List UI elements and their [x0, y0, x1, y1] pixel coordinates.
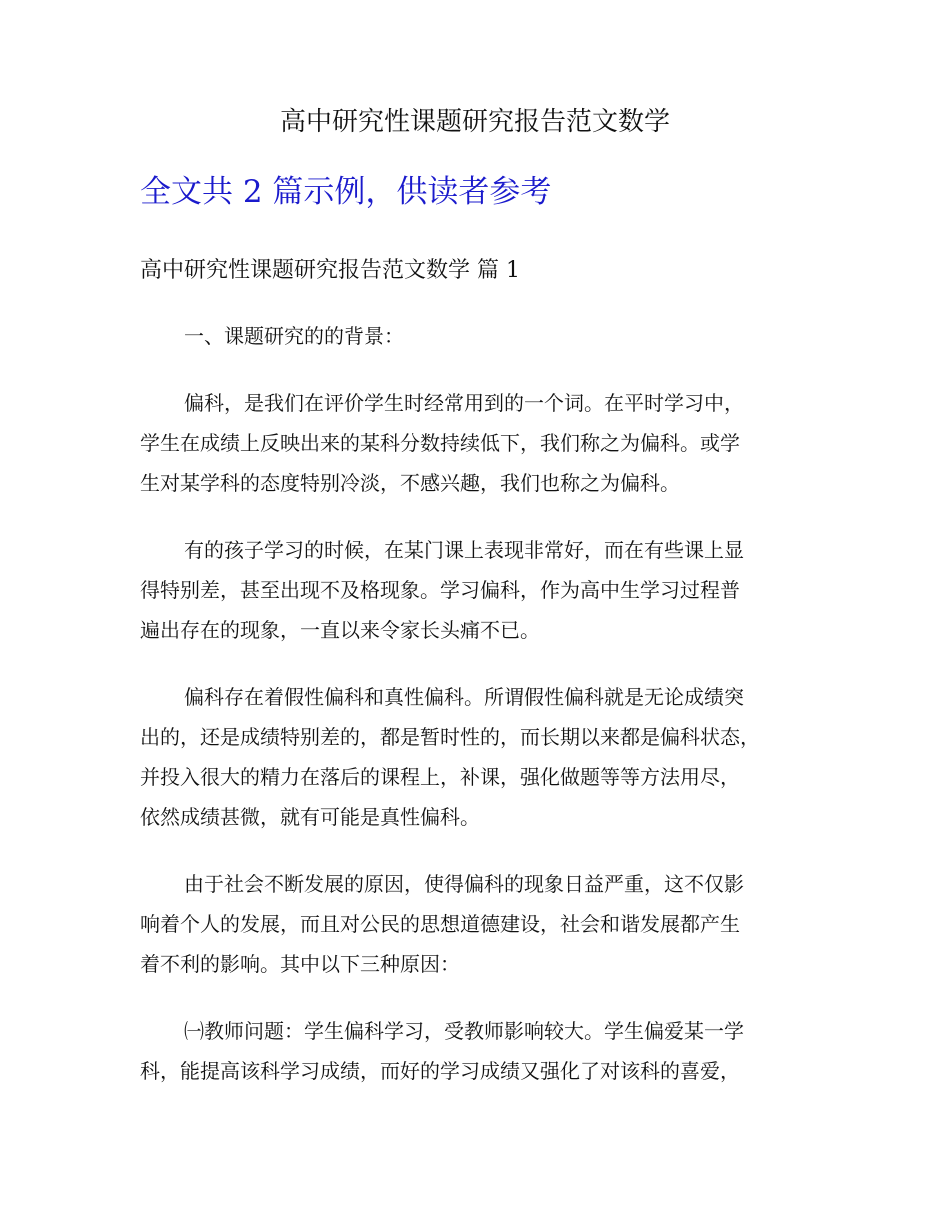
paragraph-line: 科，能提高该科学习成绩，而好的学习成绩又强化了对该科的喜爱， — [140, 1059, 740, 1083]
paragraph-line: 着不利的影响。其中以下三种原因： — [140, 952, 460, 976]
paragraph-line: 由于社会不断发展的原因，使得偏科的现象日益严重，这不仅影 — [184, 872, 744, 896]
paragraph-line: ㈠教师问题：学生偏科学习，受教师影响较大。学生偏爱某一学 — [184, 1019, 744, 1043]
paragraph — [140, 864, 840, 984]
paragraph-line: 学生在成绩上反映出来的某科分数持续低下，我们称之为偏科。或学 — [140, 431, 740, 455]
paragraph-line: 得特别差，甚至出现不及格现象。学习偏科，作为高中生学习过程普 — [140, 578, 740, 602]
paragraph-line: 偏科，是我们在评价学生时经常用到的一个词。在平时学习中， — [184, 391, 744, 415]
paragraph-line: 有的孩子学习的时候，在某门课上表现非常好，而在有些课上显 — [184, 538, 744, 562]
paragraph-line: 出的，还是成绩特别差的，都是暂时性的，而长期以来都是偏科状态， — [140, 725, 760, 749]
paragraph — [140, 1011, 840, 1091]
paragraph-background-heading — [140, 316, 840, 356]
paragraph-line: 偏科存在着假性偏科和真性偏科。所谓假性偏科就是无论成绩突 — [184, 685, 744, 709]
paragraph-line: 一、课题研究的的背景： — [184, 324, 404, 348]
paragraph-line: 响着个人的发展，而且对公民的思想道德建设，社会和谐发展都产生 — [140, 912, 740, 936]
section-heading: 高中研究性课题研究报告范文数学 篇 1 — [140, 258, 520, 283]
paragraph — [140, 530, 840, 650]
paragraph — [140, 677, 840, 837]
paragraph-line: 生对某学科的态度特别冷淡，不感兴趣，我们也称之为偏科。 — [140, 471, 680, 495]
document-title: 高中研究性课题研究报告范文数学 — [279, 107, 670, 137]
paragraph-line: 遍出存在的现象，一直以来令家长头痛不已。 — [140, 618, 540, 642]
paragraph — [140, 383, 840, 503]
paragraph-line: 依然成绩甚微，就有可能是真性偏科。 — [140, 805, 480, 829]
document-subtitle: 全文共 2 篇示例，供读者参考 — [140, 174, 552, 210]
document-body — [140, 316, 840, 1118]
paragraph-line: 并投入很大的精力在落后的课程上，补课，强化做题等等方法用尽， — [140, 765, 740, 789]
